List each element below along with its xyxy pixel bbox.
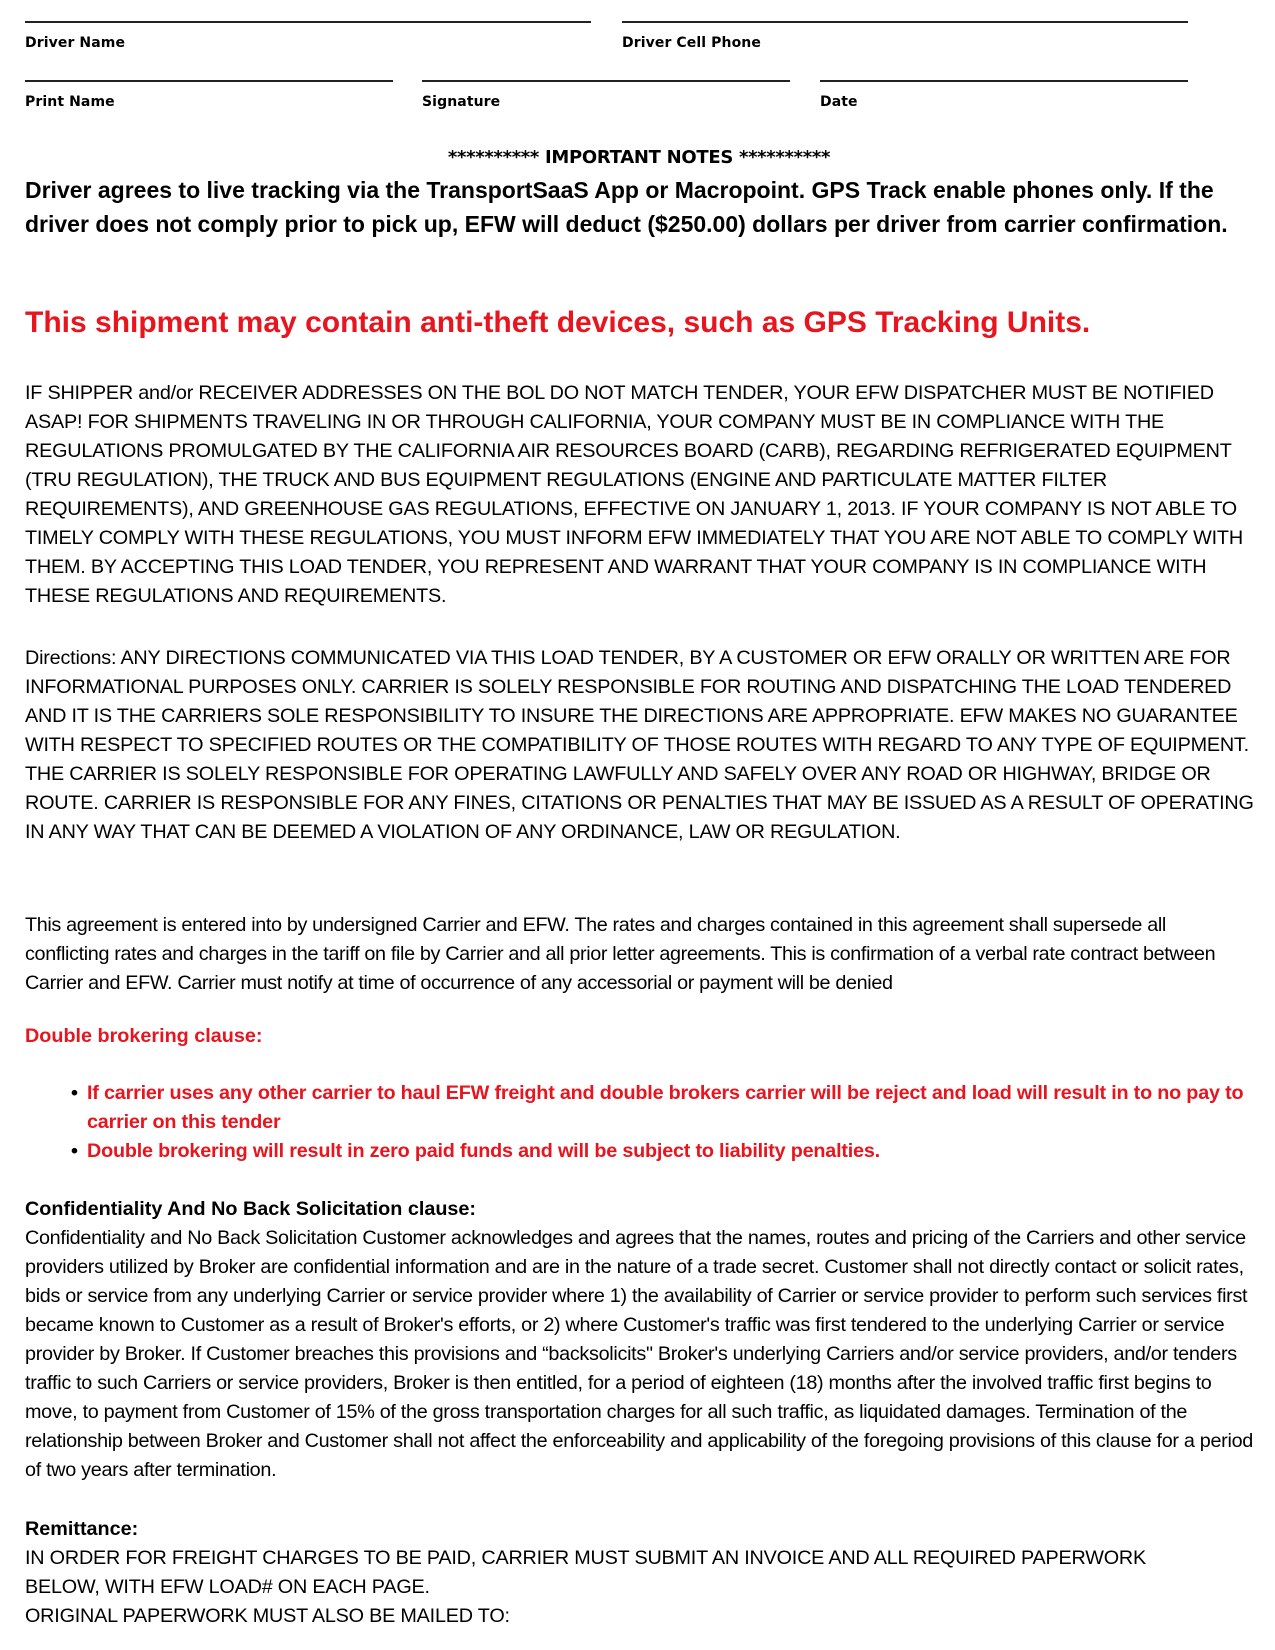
print-name-line <box>25 80 393 82</box>
date-line <box>820 80 1188 82</box>
print-name-field[interactable] <box>25 80 393 110</box>
remittance-line: IN ORDER FOR FREIGHT CHARGES TO BE PAID, CARRIER MUST SUBMIT AN INVOICE AND ALL REQUIRED PAPERWORK <box>25 1547 1146 1569</box>
double-brokering-heading: Double brokering clause: <box>25 1025 263 1047</box>
remittance-paragraph <box>25 1544 1255 1631</box>
bullet-icon: • <box>71 1082 78 1104</box>
signature-field[interactable] <box>422 80 790 110</box>
important-notes-title: ********** IMPORTANT NOTES ********** <box>447 147 831 168</box>
carb-compliance-paragraph: IF SHIPPER and/or RECEIVER ADDRESSES ON THE BOL DO NOT MATCH TENDER, YOUR EFW DISPATCHER MUST BE NOTIFIED ASAP! FOR SHIPMENTS TRAVELING IN OR THROUGH CALIFORNIA, YOUR COMPANY MUST BE IN COMPLIANCE WITH THE REGULATIONS PROMULGATED BY THE CALIFORNIA AIR RESOURCES BOARD (CARB), REGARDING REFRIGERATED EQUIPMENT (TRU REGULATION), THE TRUCK AND BUS EQUIPMENT REGULATIONS (ENGINE AND PARTICULATE MATTER FILTER REQUIREMENTS), AND GREENHOUSE GAS REGULATIONS, EFFECTIVE ON JANUARY 1, 2013. IF YOUR COMPANY IS NOT ABLE TO TIMELY COMPLY WITH THESE REGULATIONS, YOU MUST INFORM EFW IMMEDIATELY THAT YOU ARE NOT ABLE TO COMPLY WITH THEM. BY ACCEPTING THIS LOAD TENDER, YOU REPRESENT AND WARRANT THAT YOUR COMPANY IS IN COMPLIANCE WITH THESE REGULATIONS AND REQUIREMENTS. <box>25 382 1243 607</box>
remittance-line: ORIGINAL PAPERWORK MUST ALSO BE MAILED TO: <box>25 1605 510 1627</box>
bullet-icon: • <box>71 1140 78 1162</box>
driver-name-label: Driver Name <box>25 35 126 51</box>
date-label: Date <box>820 94 858 110</box>
driver-cell-phone-line <box>622 21 1188 23</box>
confidentiality-paragraph: Confidentiality and No Back Solicitation Customer acknowledges and agrees that the names, routes and pricing of the Carriers and other service providers utilized by Broker are confidential information and are in the nature of a trade secret. Customer shall not directly contact or solicit rates, bids or service from any underlying Carrier or service provider where 1) the availability of Carrier or service provider to perform such services first became known to Customer as a result of Broker's efforts, or 2) where Customer's traffic was first tendered to the underlying Carrier or service provider by Broker. If Customer breaches this provisions and “backsolicits" Broker's underlying Carriers and/or service providers, and/or tenders traffic to such Carriers or service providers, Broker is then entitled, for a period of eighteen (18) months after the involved traffic first begins to move, to payment from Customer of 15% of the gross transportation charges for all such traffic, as liquidated damages. Termination of the relationship between Broker and Customer shall not affect the enforceability and applicability of the foregoing provisions of this clause for a period of two years after termination. <box>25 1227 1253 1481</box>
list-item <box>71 1079 1256 1137</box>
driver-name-field[interactable] <box>25 21 591 51</box>
driver-cell-phone-label: Driver Cell Phone <box>622 35 761 51</box>
signature-row <box>25 80 1253 120</box>
list-item-text: Double brokering will result in zero paid funds and will be subject to liability penalties. <box>87 1140 880 1162</box>
date-field[interactable] <box>820 80 1188 110</box>
print-name-label: Print Name <box>25 94 115 110</box>
driver-info-row <box>25 21 1253 61</box>
remittance-line: BELOW, WITH EFW LOAD# ON EACH PAGE. <box>25 1576 430 1598</box>
signature-label: Signature <box>422 94 501 110</box>
double-brokering-list <box>71 1079 1256 1166</box>
driver-cell-phone-field[interactable] <box>622 21 1188 51</box>
list-item-text: If carrier uses any other carrier to haul EFW freight and double brokers carrier will be reject and load will result in to no pay to carrier on this tender <box>87 1082 1244 1133</box>
list-item <box>71 1137 1256 1166</box>
agreement-paragraph: This agreement is entered into by undersigned Carrier and EFW. The rates and charges contained in this agreement shall supersede all conflicting rates and charges in the tariff on file by Carrier and all prior letter agreements. This is confirmation of a verbal rate contract between Carrier and EFW. Carrier must notify at time of occurrence of any accessorial or payment will be denied <box>25 914 1216 994</box>
anti-theft-warning: This shipment may contain anti-theft devices, such as GPS Tracking Units. <box>25 306 1091 339</box>
remittance-heading: Remittance: <box>25 1518 139 1540</box>
directions-paragraph: Directions: ANY DIRECTIONS COMMUNICATED VIA THIS LOAD TENDER, BY A CUSTOMER OR EFW ORALLY OR WRITTEN ARE FOR INFORMATIONAL PURPOSES ONLY. CARRIER IS SOLELY RESPONSIBLE FOR ROUTING AND DISPATCHING THE LOAD TENDERED AND IT IS THE CARRIERS SOLE RESPONSIBILITY TO INSURE THE DIRECTIONS ARE APPROPRIATE. EFW MAKES NO GUARANTEE WITH RESPECT TO SPECIFIED ROUTES OR THE COMPATIBILITY OF THOSE ROUTES WITH REGARD TO ANY TYPE OF EQUIPMENT. THE CARRIER IS SOLELY RESPONSIBLE FOR OPERATING LAWFULLY AND SAFELY OVER ANY ROAD OR HIGHWAY, BRIDGE OR ROUTE. CARRIER IS RESPONSIBLE FOR ANY FINES, CITATIONS OR PENALTIES THAT MAY BE ISSUED AS A RESULT OF OPERATING IN ANY WAY THAT CAN BE DEEMED A VIOLATION OF ANY ORDINANCE, LAW OR REGULATION. <box>25 647 1254 843</box>
signature-line <box>422 80 790 82</box>
confidentiality-heading: Confidentiality And No Back Solicitation clause: <box>25 1198 476 1220</box>
live-tracking-notice: Driver agrees to live tracking via the TransportSaaS App or Macropoint. GPS Track enable phones only. If the driver does not comply prior to pick up, EFW will deduct ($250.00) dollars per driver from carrier confirmation. <box>25 177 1228 237</box>
driver-name-line <box>25 21 591 23</box>
